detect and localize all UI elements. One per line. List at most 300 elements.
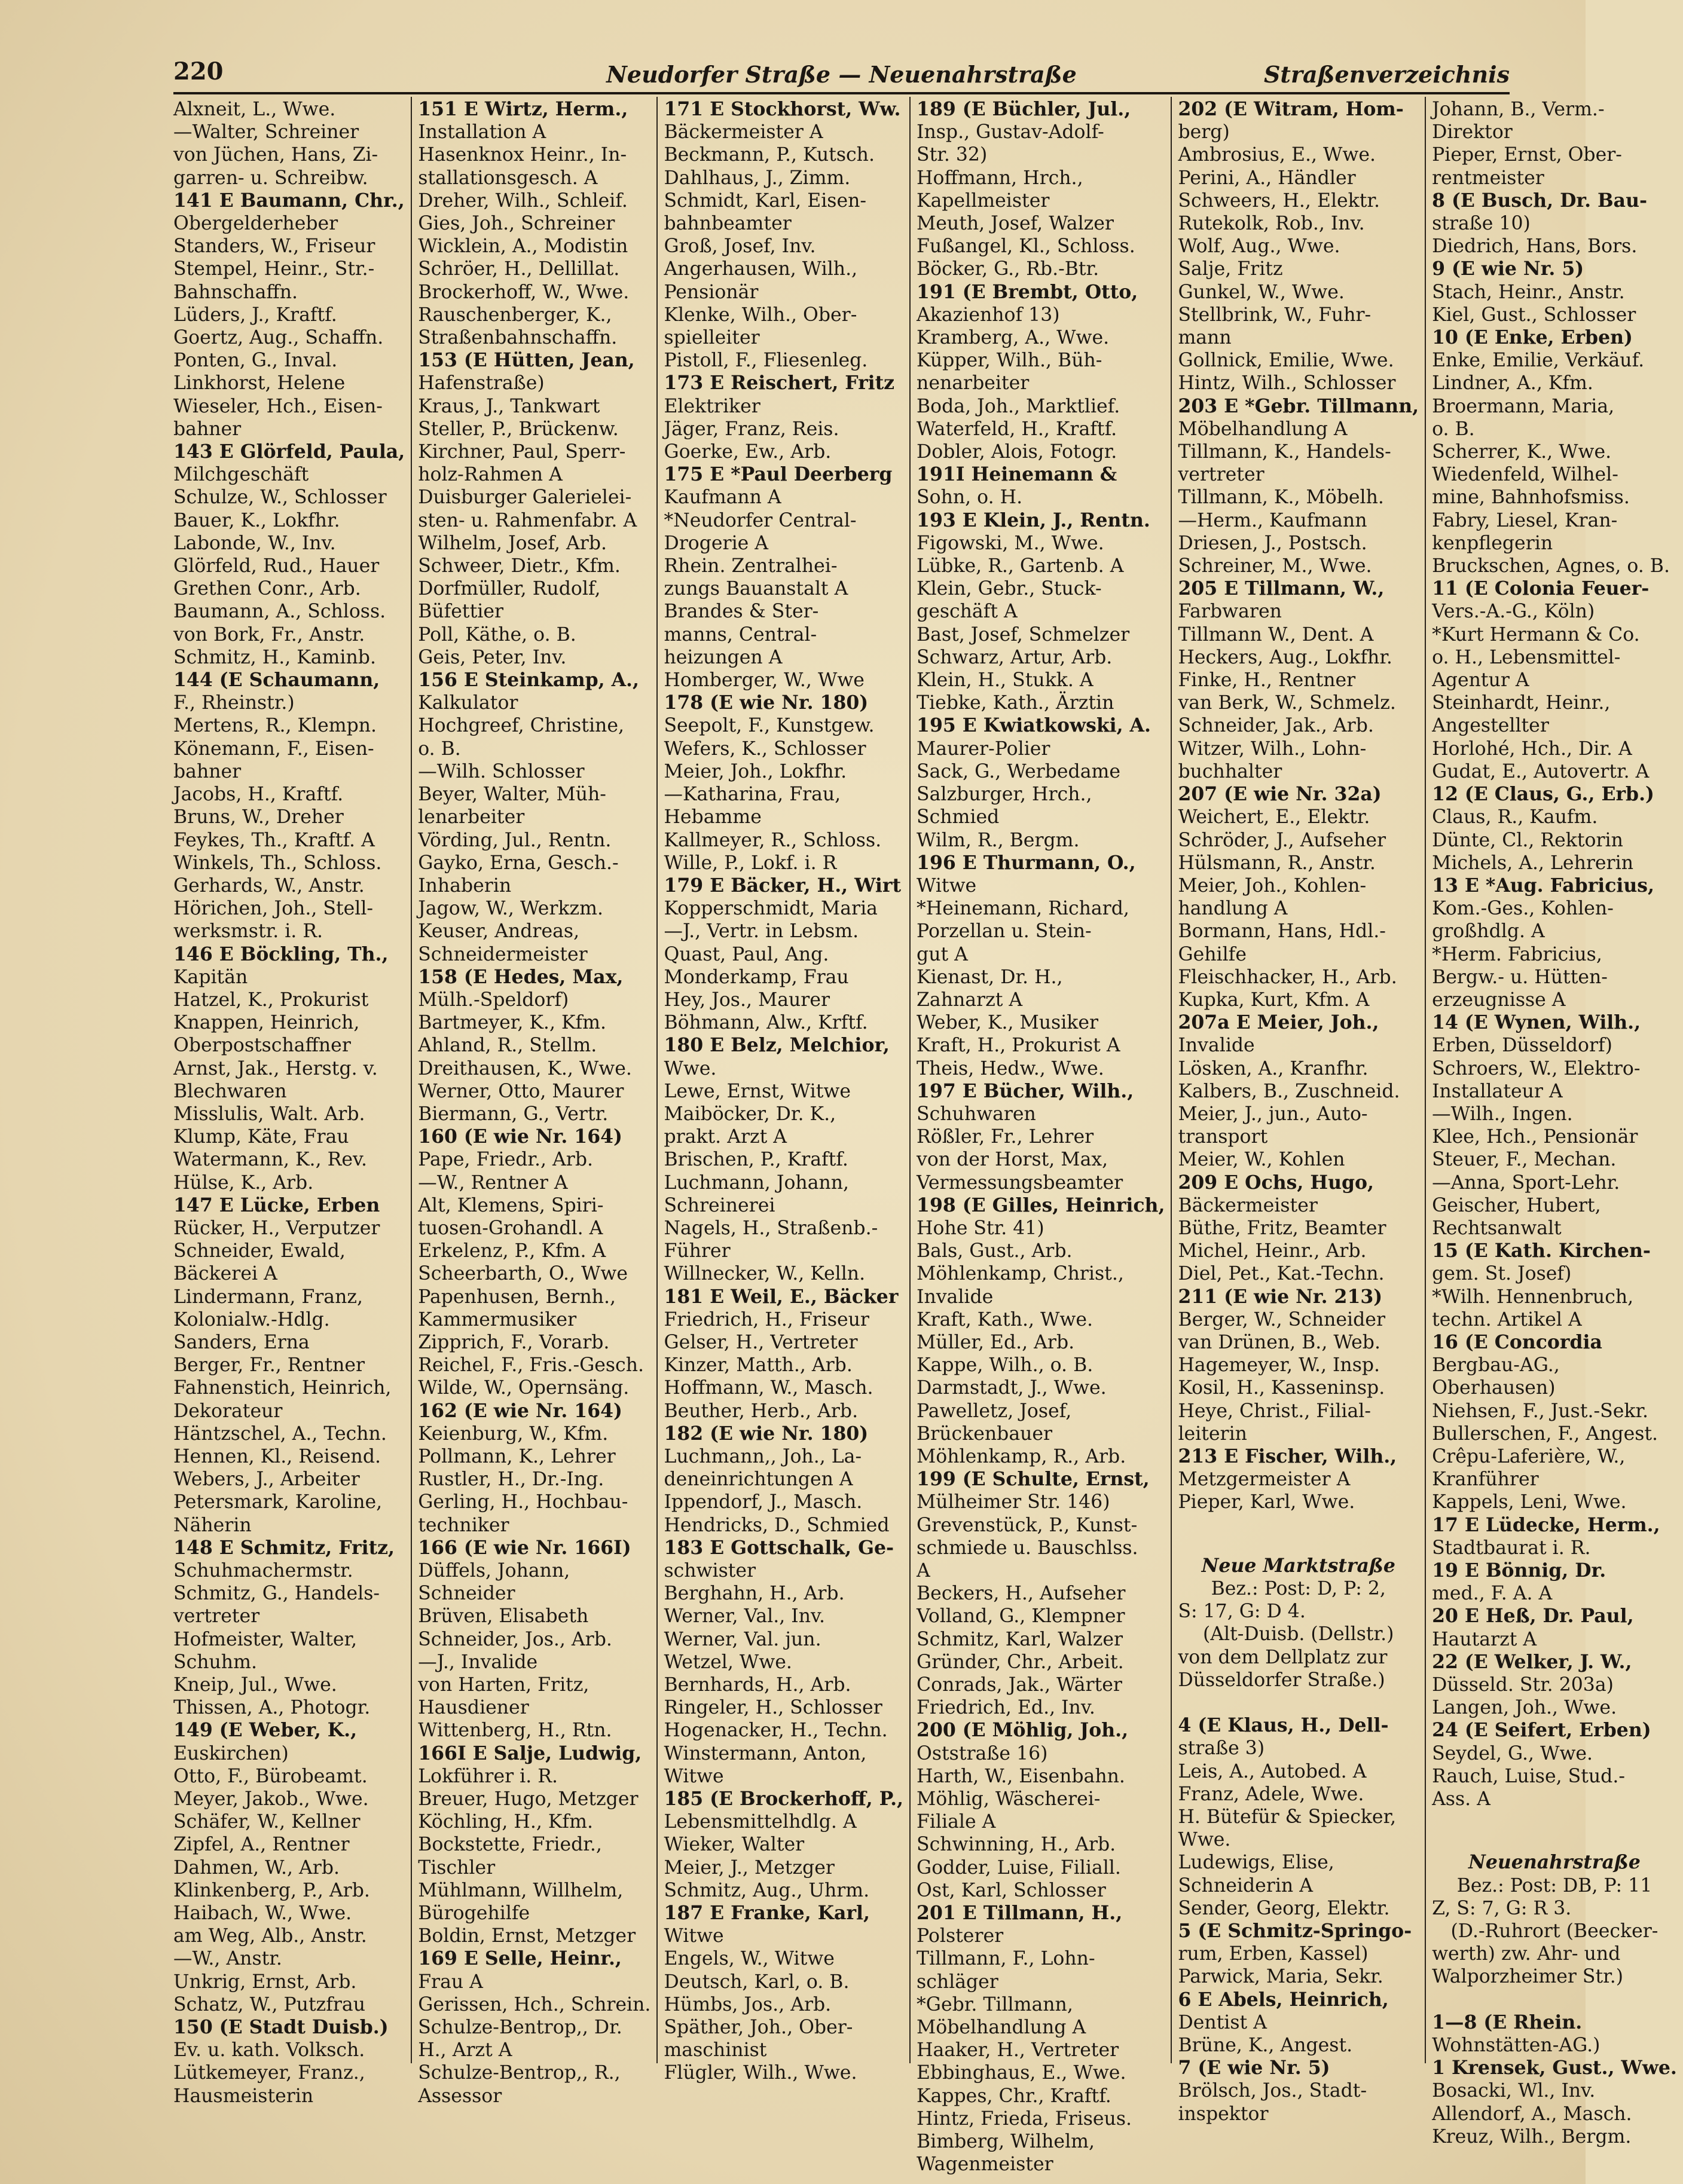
directory-entry: Werner, Val. jun.	[664, 1628, 821, 1650]
directory-entry: Michel, Heinr., Arb.	[1178, 1240, 1367, 1262]
directory-entry: Schneiderin A	[1178, 1874, 1313, 1897]
directory-entry: Fleischhacker, H., Arb.	[1178, 966, 1397, 988]
directory-entry: Volland, G., Klempner	[917, 1605, 1125, 1628]
directory-entry: Gies, Joh., Schreiner	[418, 213, 615, 235]
directory-entry: Michels, A., Lehrerin	[1432, 852, 1633, 874]
directory-entry: 203 E *Gebr. Tillmann,	[1178, 394, 1419, 417]
directory-entry: Schulze-Bentrop,, R.,	[418, 2062, 621, 2084]
directory-entry: schläger	[917, 1971, 998, 1993]
street-heading: Neue Marktstraße	[1201, 1554, 1395, 1577]
directory-entry: Schwarz, Artur, Arb.	[917, 646, 1113, 668]
directory-entry: Oberpostschaffner	[173, 1035, 351, 1057]
directory-entry: Pensionär	[664, 281, 759, 303]
directory-entry: Milchgeschäft	[173, 464, 309, 486]
directory-entry: Dobler, Alois, Fotogr.	[917, 441, 1117, 463]
directory-entry: Brüne, K., Angest.	[1178, 2035, 1353, 2057]
directory-entry: Schröder, J., Aufseher	[1178, 829, 1386, 851]
directory-entry: Tiebke, Kath., Ärztin	[917, 692, 1114, 714]
directory-entry: schmiede u. Bauschlss.	[917, 1537, 1138, 1559]
directory-entry: Düsseld. Str. 203a)	[1432, 1674, 1614, 1696]
directory-entry: Schatz, W., Putzfrau	[173, 1993, 365, 2015]
directory-entry: Straßenbahnschaffn.	[418, 327, 618, 349]
directory-entry: 9 (E wie Nr. 5)	[1432, 258, 1584, 280]
directory-entry: Rücker, H., Verputzer	[173, 1217, 380, 1239]
directory-entry: Allendorf, A., Masch.	[1432, 2103, 1632, 2125]
directory-entry: Haibach, W., Wwe.	[173, 1902, 352, 1925]
directory-entry: Meier, W., Kohlen	[1178, 1149, 1345, 1171]
directory-entry: Filiale A	[917, 1811, 996, 1833]
directory-entry: Keuser, Andreas,	[418, 920, 580, 943]
directory-entry: Kraus, J., Tankwart	[418, 395, 600, 417]
directory-entry: 211 (E wie Nr. 213)	[1178, 1285, 1383, 1308]
directory-entry: Witzer, Wilh., Lohn-	[1178, 738, 1367, 760]
directory-entry: 16 (E Concordia	[1432, 1330, 1602, 1353]
directory-entry: 15 (E Kath. Kirchen-	[1432, 1240, 1651, 1262]
directory-entry: Bruns, W., Dreher	[173, 806, 344, 828]
directory-entry: Kammermusiker	[418, 1308, 577, 1330]
directory-entry: Gerling, H., Hochbau-	[418, 1491, 628, 1513]
directory-entry: —Anna, Sport-Lehr.	[1432, 1171, 1620, 1194]
directory-entry: o. B.	[418, 738, 461, 760]
directory-entry: werth) zw. Ahr- und	[1432, 1943, 1621, 1965]
directory-entry: bahnbeamter	[664, 213, 792, 235]
directory-entry: Wieker, Walter	[664, 1834, 805, 1856]
directory-entry: tuosen-Grohandl. A	[418, 1217, 603, 1239]
directory-entry: Meier, J., Metzger	[664, 1856, 835, 1879]
directory-entry: Rhein. Zentralhei-	[664, 555, 838, 577]
directory-entry: H. Bütefür & Spiecker,	[1178, 1806, 1397, 1828]
directory-entry: Reichel, F., Fris.-Gesch.	[418, 1354, 645, 1377]
directory-entry: bahner	[173, 418, 242, 440]
directory-entry: Meuth, Josef, Walzer	[917, 213, 1114, 235]
directory-entry: Klenke, Wilh., Ober-	[664, 304, 857, 326]
directory-entry: S: 17, G: D 4.	[1178, 1601, 1306, 1623]
directory-entry: Klump, Käte, Frau	[173, 1126, 349, 1148]
spacer	[1432, 1989, 1677, 2011]
directory-entry: Hasenknox Heinr., In-	[418, 144, 627, 166]
directory-entry: Papenhusen, Bernh.,	[418, 1286, 616, 1308]
directory-entry: Schmitz, G., Handels-	[173, 1583, 380, 1605]
directory-entry: 171 E Stockhorst, Ww.	[664, 98, 901, 120]
directory-entry: 141 E Baumann, Chr.,	[173, 189, 405, 212]
directory-entry: straße 3)	[1178, 1738, 1265, 1760]
directory-entry: 193 E Klein, J., Rentn.	[917, 509, 1150, 531]
directory-entry: Weichert, E., Elektr.	[1178, 806, 1370, 828]
directory-entry: Euskirchen)	[173, 1742, 289, 1764]
directory-entry: Bäckermeister	[1178, 1194, 1318, 1216]
directory-entry: Brölsch, Jos., Stadt-	[1178, 2080, 1367, 2102]
directory-entry: werksmstr. i. R.	[173, 920, 323, 943]
directory-entry: Tillmann, F., Lohn-	[917, 1948, 1095, 1970]
directory-entry: 19 E Bönnig, Dr.	[1432, 1559, 1606, 1582]
directory-entry: Sender, Georg, Elektr.	[1178, 1897, 1390, 1919]
directory-entry: Alt, Klemens, Spiri-	[418, 1194, 604, 1216]
directory-entry: Bartmeyer, K., Kfm.	[418, 1012, 607, 1034]
directory-entry: rum, Erben, Kassel)	[1178, 1943, 1369, 1965]
directory-entry: Keienburg, W., Kfm.	[418, 1423, 609, 1445]
directory-entry: Wille, P., Lokf. i. R	[664, 852, 837, 874]
directory-entry: Kupka, Kurt, Kfm. A	[1178, 989, 1370, 1011]
directory-entry: Meier, J., jun., Auto-	[1178, 1103, 1368, 1125]
directory-entry: Angerhausen, Wilh.,	[664, 258, 858, 280]
directory-entry: Alxneit, L., Wwe.	[173, 99, 336, 120]
directory-entry: Zahnarzt A	[917, 989, 1023, 1011]
directory-entry: Duisburger Galerielei-	[418, 487, 632, 509]
directory-entry: Schweers, H., Elektr.	[1178, 189, 1380, 212]
directory-entry: 198 (E Gilles, Heinrich,	[917, 1194, 1165, 1216]
directory-entry: Wagenmeister	[917, 2154, 1053, 2176]
directory-entry: 13 E *Aug. Fabricius,	[1432, 874, 1655, 897]
directory-entry: —J., Vertr. in Lebsm.	[664, 920, 859, 943]
directory-entry: Seydel, G., Wwe.	[1432, 1742, 1593, 1764]
directory-entry: Kallmeyer, R., Schloss.	[664, 829, 882, 851]
directory-entry: vertreter	[1178, 464, 1264, 486]
directory-entry: Klinkenberg, P., Arb.	[173, 1879, 370, 1901]
directory-entry: Schulze-Bentrop,, Dr.	[418, 2017, 622, 2039]
directory-entry: Flügler, Wilh., Wwe.	[664, 2062, 857, 2084]
directory-entry: Linkhorst, Helene	[173, 372, 346, 394]
directory-entry: 12 (E Claus, G., Erb.)	[1432, 783, 1654, 806]
directory-entry: vertreter	[173, 1605, 260, 1628]
column-4	[909, 97, 1171, 2176]
directory-entry: Haaker, H., Vertreter	[917, 2039, 1119, 2061]
directory-entry: Obergelderheber	[173, 213, 338, 235]
directory-entry: Polsterer	[917, 1925, 1004, 1947]
directory-entry: 146 E Böckling, Th.,	[173, 943, 389, 965]
directory-entry: Klein, H., Stukk. A	[917, 669, 1094, 692]
directory-entry: handlung A	[1178, 898, 1288, 920]
directory-entry: Wwe.	[1178, 1829, 1231, 1851]
directory-entry: Wilhelm, Josef, Arb.	[418, 532, 607, 554]
directory-entry: Grethen Conr., Arb.	[173, 578, 361, 600]
directory-entry: berg)	[1178, 121, 1230, 143]
directory-entry: Z, S: 7, G: R 3.	[1432, 1897, 1572, 1919]
directory-entry: Kiel, Gust., Schlosser	[1432, 304, 1636, 326]
directory-entry: van Drünen, B., Web.	[1178, 1331, 1380, 1353]
directory-entry: Ass. A	[1432, 1788, 1490, 1810]
directory-entry: —Wilh., Ingen.	[1432, 1103, 1573, 1125]
directory-entry: 11 (E Colonia Feuer-	[1432, 577, 1650, 600]
directory-entry: Inhaberin	[418, 874, 512, 897]
directory-entry: —Wilh. Schlosser	[418, 760, 585, 782]
directory-entry: lenarbeiter	[418, 806, 525, 828]
page-header	[173, 57, 1510, 93]
column-5	[1171, 97, 1425, 2125]
directory-entry: Hafenstraße)	[418, 372, 545, 394]
directory-entry: Hausdiener	[418, 1697, 529, 1719]
directory-entry: Schulze, W., Schlosser	[173, 487, 387, 509]
directory-entry: Gerissen, Hch., Schrein.	[418, 1993, 651, 2015]
directory-entry: Bahnschaffn.	[173, 281, 298, 303]
directory-entry: H., Arzt A	[418, 2039, 512, 2061]
directory-entry: transport	[1178, 1126, 1268, 1148]
directory-entry: Goertz, Aug., Schaffn.	[173, 327, 384, 349]
directory-entry: 153 (E Hütten, Jean,	[418, 349, 635, 372]
directory-entry: Willnecker, W., Kelln.	[664, 1263, 866, 1285]
directory-entry: 175 E *Paul Deerberg	[664, 463, 893, 486]
directory-entry: Bimberg, Wilhelm,	[917, 2131, 1095, 2153]
directory-entry: Fußangel, Kl., Schloss.	[917, 235, 1135, 258]
directory-entry: Stadtbaurat i. R.	[1432, 1537, 1591, 1559]
directory-entry: 207 (E wie Nr. 32a)	[1178, 783, 1382, 806]
directory-entry: Godder, Luise, Filiall.	[917, 1856, 1121, 1879]
directory-entry: Unkrig, Ernst, Arb.	[173, 1971, 357, 1993]
directory-entry: Walporzheimer Str.)	[1432, 1966, 1624, 1988]
directory-entry: Stach, Heinr., Anstr.	[1432, 281, 1625, 303]
directory-entry: 213 E Fischer, Wilh.,	[1178, 1445, 1397, 1467]
directory-entry: Witwe	[664, 1765, 724, 1787]
directory-entry: Quast, Paul, Ang.	[664, 943, 829, 965]
directory-entry: Kraft, Kath., Wwe.	[917, 1308, 1094, 1330]
directory-entry: Enke, Emilie, Verkäuf.	[1432, 350, 1645, 372]
directory-entry: Werner, Val., Inv.	[664, 1605, 826, 1628]
directory-entry: Perini, A., Händler	[1178, 167, 1356, 189]
directory-entry: Schuhmachermstr.	[173, 1560, 353, 1582]
directory-entry: Ahland, R., Stellm.	[418, 1035, 597, 1057]
directory-entry: techn. Artikel A	[1432, 1308, 1582, 1330]
directory-entry: Scherrer, K., Wwe.	[1432, 441, 1612, 463]
directory-entry: Brockerhoff, W., Wwe.	[418, 281, 630, 303]
directory-entry: Lindner, A., Kfm.	[1432, 372, 1593, 394]
directory-entry: zungs Bauanstalt A	[664, 578, 848, 600]
directory-entry: Gunkel, W., Wwe.	[1178, 281, 1345, 303]
directory-entry: Rauch, Luise, Stud.-	[1432, 1765, 1625, 1787]
directory-entry: Hoffmann, W., Masch.	[664, 1377, 873, 1399]
directory-entry: Bosacki, Wl., Inv.	[1432, 2080, 1596, 2102]
directory-entry: 182 (E wie Nr. 180)	[664, 1422, 869, 1445]
directory-entry: —J., Invalide	[418, 1651, 538, 1673]
page-number: 220	[173, 57, 224, 85]
directory-entry: F., Rheinstr.)	[173, 692, 295, 714]
directory-entry: straße 10)	[1432, 213, 1531, 235]
directory-entry: Sohn, o. H.	[917, 487, 1023, 509]
directory-entry: Bäckerei A	[173, 1263, 277, 1285]
directory-entry: Dreher, Wilh., Schleif.	[418, 189, 628, 212]
directory-entry: 5 (E Schmitz-Springo-	[1178, 1920, 1412, 1943]
directory-entry: Sanders, Erna	[173, 1331, 310, 1353]
directory-entry: Bergw.- u. Hütten-	[1432, 966, 1608, 988]
directory-entry: Näherin	[173, 1514, 252, 1536]
directory-entry: Kinzer, Matth., Arb.	[664, 1354, 853, 1377]
directory-entry: Böhmann, Alw., Krftf.	[664, 1012, 868, 1034]
directory-entry: Gudat, E., Autovertr. A	[1432, 760, 1650, 782]
directory-entry: 156 E Steinkamp, A.,	[418, 669, 639, 692]
directory-entry: Bernhards, H., Arb.	[664, 1674, 851, 1696]
directory-entry: 8 (E Busch, Dr. Bau-	[1432, 189, 1648, 212]
directory-entry: Engels, W., Witwe	[664, 1948, 835, 1970]
directory-entry: Beyer, Walter, Müh-	[418, 784, 606, 806]
directory-entry: Kneip, Jul., Wwe.	[173, 1674, 337, 1696]
directory-entry: Kopperschmidt, Maria	[664, 898, 878, 920]
directory-entry: Witwe	[664, 1925, 724, 1947]
directory-entry: Johann, B., Verm.-	[1432, 99, 1605, 120]
directory-entry: Parwick, Maria, Sekr.	[1178, 1966, 1383, 1988]
directory-entry: Ebbinghaus, E., Wwe.	[917, 2062, 1126, 2084]
directory-entry: von Bork, Fr., Anstr.	[173, 623, 365, 646]
directory-entry: Diel, Pet., Kat.-Techn.	[1178, 1263, 1385, 1285]
directory-entry: 160 (E wie Nr. 164)	[418, 1125, 622, 1148]
directory-entry: Mülh.-Speldorf)	[418, 989, 569, 1011]
directory-entry: 6 E Abels, Heinrich,	[1178, 1988, 1389, 2011]
directory-entry: Claus, R., Kaufm.	[1432, 806, 1598, 828]
directory-entry: kenpflegerin	[1432, 532, 1553, 554]
directory-entry: Webers, J., Arbeiter	[173, 1469, 360, 1491]
directory-entry: Gründer, Chr., Arbeit.	[917, 1651, 1124, 1673]
directory-entry: 207a E Meier, Joh.,	[1178, 1011, 1379, 1034]
directory-entry: Winkels, Th., Schloss.	[173, 852, 382, 874]
directory-entry: 4 (E Klaus, H., Dell-	[1178, 1714, 1389, 1737]
directory-entry: spielleiter	[664, 327, 760, 349]
directory-entry: Ringeler, H., Schlosser	[664, 1697, 882, 1719]
directory-entry: Jacobs, H., Kraftf.	[173, 784, 344, 806]
spacer	[1432, 1810, 1677, 1833]
directory-entry: Porzellan u. Stein-	[917, 920, 1092, 943]
directory-entry: Salje, Fritz	[1178, 258, 1283, 280]
directory-entry: holz-Rahmen A	[418, 464, 563, 486]
directory-entry: Harth, W., Eisenbahn.	[917, 1765, 1125, 1787]
directory-entry: gem. St. Josef)	[1432, 1263, 1572, 1285]
directory-entry: Diedrich, Hans, Bors.	[1432, 235, 1638, 258]
directory-entry: Hendricks, D., Schmied	[664, 1514, 890, 1536]
directory-entry: 183 E Gottschalk, Ge-	[664, 1536, 894, 1559]
directory-entry: —Walter, Schreiner	[173, 121, 359, 143]
directory-entry: Bauer, K., Lokfhr.	[173, 509, 340, 531]
directory-entry: Hintz, Frieda, Friseus.	[917, 2107, 1132, 2130]
directory-entry: Rechtsanwalt	[1432, 1217, 1562, 1239]
directory-entry: Büthe, Fritz, Beamter	[1178, 1217, 1386, 1239]
directory-entry: Büfettier	[418, 601, 504, 623]
directory-entry: Rustler, H., Dr.-Ing.	[418, 1469, 604, 1491]
directory-entry: Crêpu-Laferière, W.,	[1432, 1445, 1626, 1467]
directory-entry: 191I Heinemann &	[917, 463, 1117, 486]
directory-entry: Führer	[664, 1240, 731, 1262]
directory-entry: Salzburger, Hrch.,	[917, 784, 1092, 806]
directory-entry: Wilm, R., Bergm.	[917, 829, 1080, 851]
directory-entry: Gelser, H., Vertreter	[664, 1331, 858, 1353]
directory-entry: 14 (E Wynen, Wilh.,	[1432, 1011, 1641, 1034]
directory-entry: nenarbeiter	[917, 372, 1030, 394]
directory-entry: Kranführer	[1432, 1469, 1539, 1491]
directory-entry: Kapellmeister	[917, 189, 1050, 212]
directory-entry: 199 (E Schulte, Ernst,	[917, 1468, 1150, 1491]
directory-entry: Agentur A	[1432, 669, 1529, 692]
directory-entry: Feykes, Th., Kraftf. A	[173, 829, 375, 851]
directory-entry: Schreinerei	[664, 1194, 775, 1216]
directory-entry: Steinhardt, Heinr.,	[1432, 692, 1611, 714]
directory-entry: Farbwaren	[1178, 601, 1282, 623]
directory-entry: Meier, Joh., Kohlen-	[1178, 874, 1367, 897]
directory-entry: 147 E Lücke, Erben	[173, 1194, 380, 1216]
directory-entry: Direktor	[1432, 121, 1513, 143]
directory-entry: Meyer, Jakob., Wwe.	[173, 1788, 369, 1810]
directory-entry: Klee, Hch., Pensionär	[1432, 1126, 1638, 1148]
directory-entry: Kolonialw.-Hdlg.	[173, 1308, 330, 1330]
directory-entry: Oststraße 16)	[917, 1742, 1048, 1764]
directory-entry: Jäger, Franz, Reis.	[664, 418, 839, 440]
directory-entry: Schuhwaren	[917, 1103, 1036, 1125]
directory-entry: Hümbs, Jos., Arb.	[664, 1993, 832, 2015]
directory-entry: o. H., Lebensmittel-	[1432, 646, 1621, 668]
directory-entry: Hohe Str. 41)	[917, 1217, 1044, 1239]
directory-entry: Hintz, Wilh., Schlosser	[1178, 372, 1396, 394]
directory-entry: med., F. A. A	[1432, 1583, 1553, 1605]
directory-entry: Beckers, H., Aufseher	[917, 1583, 1126, 1605]
directory-entry: Fahnenstich, Heinrich,	[173, 1377, 392, 1399]
directory-entry: Baumann, A., Schloss.	[173, 601, 386, 623]
directory-entry: Küpper, Wilh., Büh-	[917, 350, 1102, 372]
directory-entry: Möhlig, Wäscherei-	[917, 1788, 1101, 1810]
directory-entry: Weber, K., Musiker	[917, 1012, 1099, 1034]
directory-entry: Installateur A	[1432, 1080, 1563, 1102]
directory-entry: Boda, Joh., Marktlief.	[917, 395, 1120, 417]
directory-entry: Schmied	[917, 806, 1000, 828]
directory-entry: Ippendorf, J., Masch.	[664, 1491, 863, 1513]
directory-entry: von Harten, Fritz,	[418, 1674, 589, 1696]
column-6	[1425, 97, 1683, 2148]
directory-entry: am Weg, Alb., Anstr.	[173, 1925, 367, 1947]
directory-entry: buchhalter	[1178, 760, 1282, 782]
directory-entry: Stellbrink, W., Fuhr-	[1178, 304, 1372, 326]
directory-entry: Glörfeld, Rud., Hauer	[173, 555, 380, 577]
directory-entry: Pieper, Ernst, Ober-	[1432, 144, 1622, 166]
directory-entry: Friedrich, Ed., Inv.	[917, 1697, 1095, 1719]
directory-entry: Ponten, G., Inval.	[173, 350, 338, 372]
directory-entry: Kaufmann A	[664, 487, 781, 509]
directory-entry: Waterfeld, H., Kraftf.	[917, 418, 1117, 440]
directory-entry: sten- u. Rahmenfabr. A	[418, 509, 637, 531]
directory-entry: Hautarzt A	[1432, 1628, 1537, 1650]
directory-entry: 195 E Kwiatkowski, A.	[917, 714, 1151, 737]
directory-entry: Hogenacker, H., Techn.	[664, 1720, 888, 1742]
directory-entry: Bast, Josef, Schmelzer	[917, 623, 1130, 646]
columns	[173, 97, 1677, 2176]
directory-entry: Friedrich, H., Friseur	[664, 1308, 869, 1330]
directory-entry: Schreiner, M., Wwe.	[1178, 555, 1372, 577]
directory-entry: Vers.-A.-G., Köln)	[1432, 601, 1595, 623]
directory-entry: Leis, A., Autobed. A	[1178, 1760, 1367, 1782]
directory-entry: 181 E Weil, E., Bäcker	[664, 1285, 899, 1308]
directory-entry: Bormann, Hans, Hdl.-	[1178, 920, 1386, 943]
directory-entry: Hatzel, K., Prokurist	[173, 989, 369, 1011]
directory-entry: 143 E Glörfeld, Paula,	[173, 441, 405, 463]
directory-entry: Hörichen, Joh., Stell-	[173, 898, 374, 920]
directory-entry: Horlohé, Hch., Dir. A	[1432, 738, 1632, 760]
directory-entry: Mühlmann, Willhelm,	[418, 1879, 624, 1901]
directory-entry: Kapitän	[173, 966, 248, 988]
directory-entry: Wicklein, A., Modistin	[418, 235, 628, 258]
directory-entry: Könemann, F., Eisen-	[173, 738, 374, 760]
directory-entry: Thissen, A., Photogr.	[173, 1697, 371, 1719]
directory-entry: rentmeister	[1432, 167, 1544, 189]
directory-entry: Pawelletz, Josef,	[917, 1400, 1072, 1422]
directory-entry: Luchmann,, Joh., La-	[664, 1445, 862, 1467]
directory-entry: 178 (E wie Nr. 180)	[664, 692, 869, 714]
directory-entry: Nagels, H., Straßenb.-	[664, 1217, 878, 1239]
directory-entry: Dahmen, W., Arb.	[173, 1856, 340, 1879]
directory-entry: Drogerie A	[664, 532, 769, 554]
directory-entry: Beuther, Herb., Arb.	[664, 1400, 859, 1422]
directory-entry: 24 (E Seifert, Erben)	[1432, 1719, 1651, 1742]
directory-entry: Kom.-Ges., Kohlen-	[1432, 898, 1614, 920]
directory-entry: Luchmann, Johann,	[664, 1171, 850, 1194]
directory-entry: Heye, Christ., Filial-	[1178, 1400, 1371, 1422]
directory-entry: Hofmeister, Walter,	[173, 1628, 358, 1650]
directory-entry: erzeugnisse A	[1432, 989, 1566, 1011]
directory-entry: Kalkulator	[418, 692, 518, 714]
directory-entry: Scheerbarth, O., Wwe	[418, 1263, 628, 1285]
directory-entry: 149 (E Weber, K.,	[173, 1719, 358, 1742]
directory-entry: von Jüchen, Hans, Zi-	[173, 144, 378, 166]
